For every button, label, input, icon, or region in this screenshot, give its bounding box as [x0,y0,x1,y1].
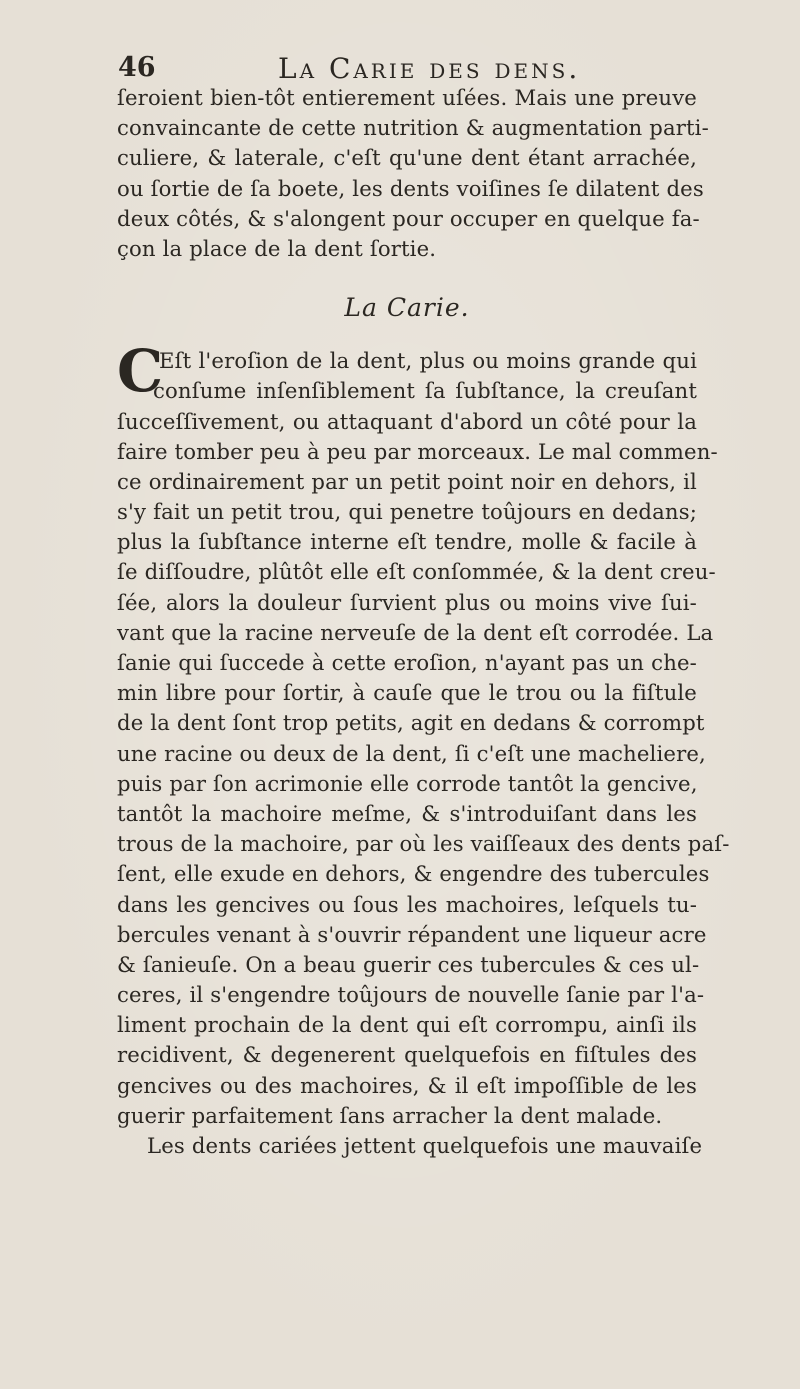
text-line: conſume inſenſiblement ſa ſubſtance, la creuſant [153,378,697,404]
text-block [117,83,730,1161]
text-line: min libre pour ſortir, à cauſe que le trou ou la fiſtule [117,680,697,706]
running-title: La Carie des dens. [278,52,581,85]
text-line: culiere, & laterale, c'eſt qu'une dent étant arrachée, [117,145,697,171]
text-line: Les dents cariées jettent quelquefois une mauvaiſe [147,1133,703,1158]
text-line: guerir parfaitement ſans arracher la dent malade. [117,1102,663,1128]
text-line: ſeroient bien-tôt entierement uſées. Mais une preuve [117,85,697,110]
text-line: liment prochain de la dent qui eſt corrompu, ainſi ils [117,1012,697,1038]
text-line: ſent, elle exude en dehors, & engendre des tubercules [117,861,710,887]
text-line: & ſanieuſe. On a beau guerir ces tubercules & ces ul- [117,951,700,977]
text-line: recidivent, & degenerent quelquefois en fiſtules des [117,1042,697,1068]
text-line: ſanie qui ſuccede à cette eroſion, n'ayant pas un che- [117,650,697,675]
text-line: une racine ou deux de la dent, ſi c'eſt une macheliere, [117,740,706,766]
text-line: s'y fait un petit trou, qui penetre toûjours en dedans; [117,499,697,525]
text-line: tantôt la machoire meſme, & s'introduiſant dans les [117,800,697,826]
text-line: puis par ſon acrimonie elle corrode tantôt la gencive, [117,770,698,796]
text-line: 'Eſt l'eroſion de la dent, plus ou moins grande qui [153,348,697,374]
text-line: dans les gencives ou ſous les machoires, leſquels tu- [117,891,697,917]
text-line: gencives ou des machoires, & il eſt impoſſible de les [117,1072,697,1098]
text-line: trous de la machoire, par où les vaiſſeaux des dents paſ- [117,831,730,857]
text-line: ceres, il s'engendre toûjours de nouvelle ſanie par l'a- [117,982,705,1008]
page-number: 46 [118,52,156,83]
drop-cap: C [117,337,164,406]
text-line: ce ordinairement par un petit point noir en dehors, il [117,468,697,494]
text-line: ſe diſſoudre, plûtôt elle eſt conſommée, & la dent creu- [117,559,716,585]
text-line: plus la ſubſtance interne eſt tendre, molle & facile à [117,529,697,555]
text-line: convaincante de cette nutrition & augmentation parti- [117,115,709,141]
text-line: deux côtés, & s'alongent pour occuper en quelque fa- [117,205,700,231]
section-heading: La Carie. [344,293,470,323]
text-line: bercules venant à s'ouvrir répandent une liqueur acre [117,921,707,947]
text-line: de la dent ſont trop petits, agit en dedans & corrompt [117,710,705,736]
text-line: ſée, alors la douleur ſurvient plus ou moins vive ſui- [117,589,697,615]
text-line: ou ſortie de ſa boete, les dents voiſines ſe dilatent des [117,175,704,201]
text-line: ſucceſſivement, ou attaquant d'abord un côté pour la [117,408,697,434]
text-line: vant que la racine nerveuſe de la dent eſt corrodée. La [117,619,714,645]
paragraph-opening [117,337,697,406]
text-line: çon la place de la dent ſortie. [117,235,437,261]
text-line: faire tomber peu à peu par morceaux. Le mal commen- [117,438,718,464]
